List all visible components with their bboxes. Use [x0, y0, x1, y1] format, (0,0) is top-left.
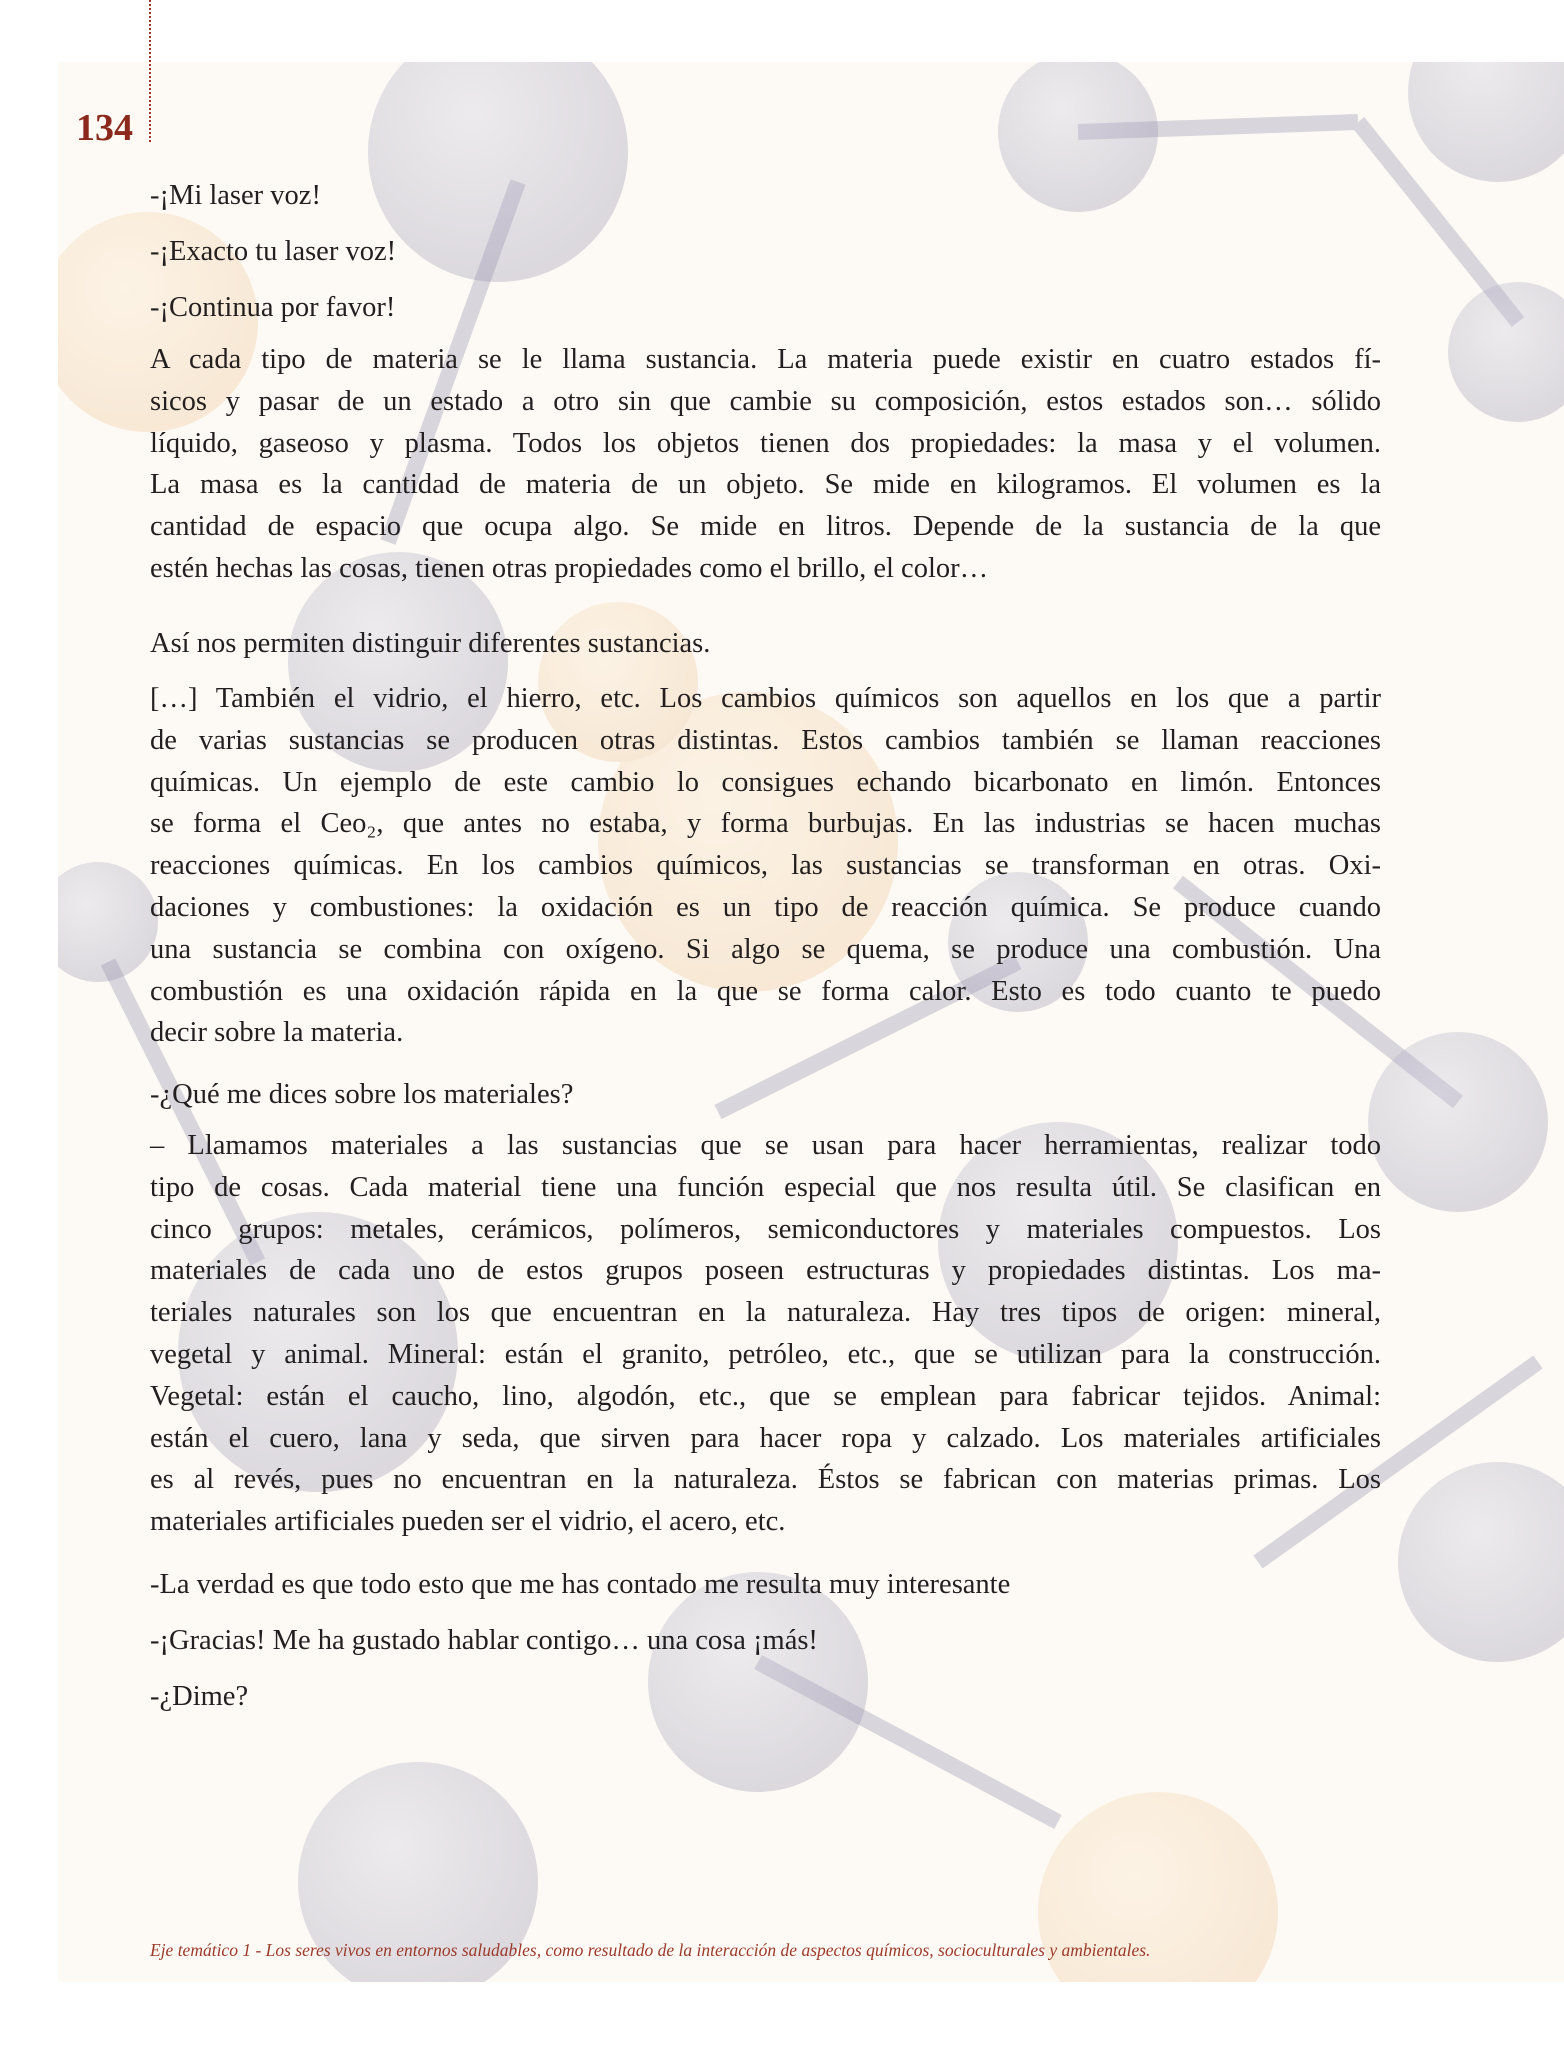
text-line: La masa es la cantidad de materia de un objeto. Se mide en kilogramos. El volumen es la: [150, 469, 1381, 501]
text-line: están el cuero, lana y seda, que sirven para hacer ropa y calzado. Los materiales artificiales: [150, 1422, 1381, 1454]
dialog-line: -¡Continua por favor!: [150, 292, 396, 323]
text-line: de varias sustancias se producen otras distintas. Estos cambios también se llaman reacciones: [150, 724, 1381, 756]
text-line-asi: Así nos permiten distinguir diferentes sustancias.: [150, 628, 711, 659]
dialog-line: -¡Mi laser voz!: [150, 180, 321, 211]
text-line: materiales de cada uno de estos grupos poseen estructuras y propiedades distintas. Los ma-: [150, 1255, 1381, 1287]
dialog-line: -¡Gracias! Me ha gustado hablar contigo… una cosa ¡más!: [150, 1625, 818, 1656]
text-line: sicos y pasar de un estado a otro sin que cambie su composición, estos estados son… sólido: [150, 385, 1381, 417]
dialog-question: -¿Qué me dices sobre los materiales?: [150, 1079, 574, 1110]
text-line: – Llamamos materiales a las sustancias que se usan para hacer herramientas, realizar todo: [150, 1130, 1381, 1161]
text-line: cinco grupos: metales, cerámicos, polímeros, semiconductores y materiales compuestos. Los: [150, 1213, 1381, 1245]
paragraph-materia: [150, 339, 1381, 590]
text-line: daciones y combustiones: la oxidación es un tipo de reacción química. Se produce cuando: [150, 891, 1381, 923]
dialog-line: -¡Exacto tu laser voz!: [150, 236, 397, 267]
text-line: una sustancia se combina con oxígeno. Si algo se quema, se produce una combustión. Una: [150, 933, 1381, 965]
text-line: tipo de cosas. Cada material tiene una función especial que nos resulta útil. Se clasifican en: [150, 1171, 1381, 1203]
text-line: es al revés, pues no encuentran en la naturaleza. Éstos se fabrican con materias primas. Los: [150, 1464, 1381, 1496]
text-line: A cada tipo de materia se le llama sustancia. La materia puede existir en cuatro estados fí-: [150, 344, 1381, 375]
text-line: combustión es una oxidación rápida en la que se forma calor. Esto es todo cuanto te puedo: [150, 975, 1381, 1007]
text-line: cantidad de espacio que ocupa algo. Se mide en litros. Depende de la sustancia de la que: [150, 511, 1381, 543]
page-number: 134: [76, 107, 133, 149]
text-line: vegetal y animal. Mineral: están el granito, petróleo, etc., que se utilizan para la construcción.: [150, 1338, 1381, 1370]
text-line: teriales naturales son los que encuentran en la naturaleza. Hay tres tipos de origen: mineral,: [150, 1297, 1381, 1329]
text-line: estén hechas las cosas, tienen otras propiedades como el brillo, el color…: [150, 552, 989, 584]
text-line: decir sobre la materia.: [150, 1017, 404, 1049]
dialog-line: -¿Dime?: [150, 1681, 249, 1712]
text-line: materiales artificiales pueden ser el vidrio, el acero, etc.: [150, 1506, 786, 1538]
paragraph-materiales: [150, 1125, 1381, 1543]
text-line: […] También el vidrio, el hierro, etc. Los cambios químicos son aquellos en los que a partir: [150, 683, 1381, 714]
dialog-line: -La verdad es que todo esto que me has contado me resulta muy interesante: [150, 1569, 1011, 1600]
text-line: reacciones químicas. En los cambios químicos, las sustancias se transforman en otras. Oxi-: [150, 850, 1381, 882]
text-line: químicas. Un ejemplo de este cambio lo consigues echando bicarbonato en limón. Entonces: [150, 766, 1381, 798]
text-line: Vegetal: están el caucho, lino, algodón, etc., que se emplean para fabricar tejidos. Animal:: [150, 1380, 1381, 1412]
margin-dotted-rule: [149, 0, 151, 142]
text-line: se forma el Ceo₂, que antes no estaba, y forma burbujas. En las industrias se hacen muchas: [150, 808, 1381, 840]
running-footer: Eje temático 1 - Los seres vivos en entornos saludables, como resultado de la interacción de aspectos químicos, socioculturales y ambientales.: [150, 1940, 1151, 1960]
paragraph-cambios-quimicos: [150, 678, 1381, 1054]
text-line: líquido, gaseoso y plasma. Todos los objetos tienen dos propiedades: la masa y el volumen.: [150, 427, 1381, 459]
